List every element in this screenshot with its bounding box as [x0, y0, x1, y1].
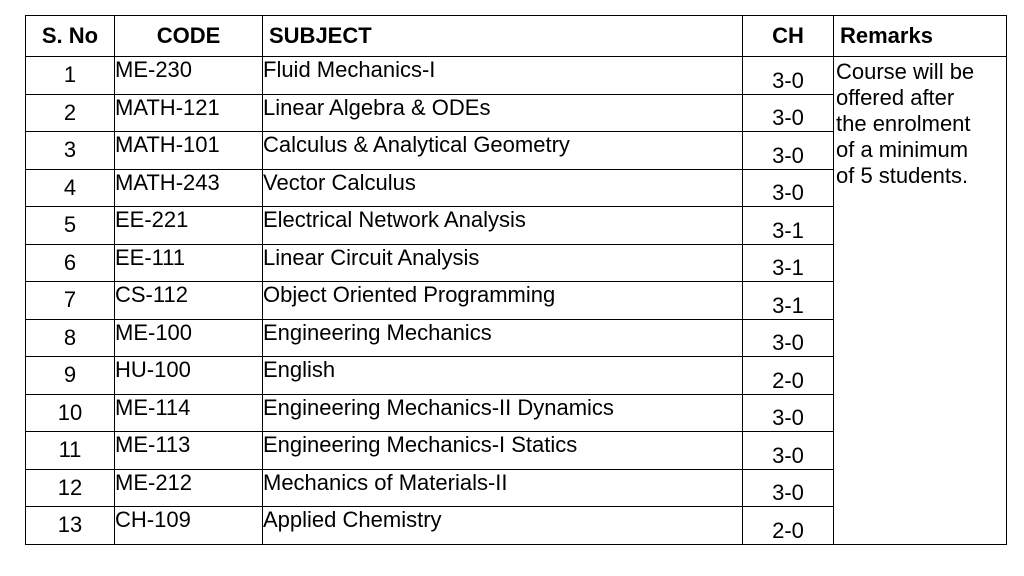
remarks-cell: Course will be offered after the enrolment of a minimum of 5 students. [834, 57, 1007, 545]
course-code-cell: ME-114 [115, 394, 263, 432]
header-subject: SUBJECT [263, 16, 743, 57]
subject-cell: Object Oriented Programming [263, 282, 743, 320]
subject-cell: English [263, 357, 743, 395]
course-code-cell: CH-109 [115, 507, 263, 545]
subject-cell: Linear Algebra & ODEs [263, 94, 743, 132]
credit-hours-cell: 3-1 [743, 244, 834, 282]
course-code-cell: MATH-243 [115, 169, 263, 207]
credit-hours-cell: 3-0 [743, 319, 834, 357]
table-body [26, 57, 1007, 545]
serial-number-cell: 4 [26, 169, 115, 207]
serial-number-cell: 13 [26, 507, 115, 545]
course-code-cell: ME-212 [115, 469, 263, 507]
subject-cell: Linear Circuit Analysis [263, 244, 743, 282]
table-header [26, 16, 1007, 57]
subject-cell: Fluid Mechanics-I [263, 57, 743, 95]
course-code-cell: CS-112 [115, 282, 263, 320]
serial-number-cell: 7 [26, 282, 115, 320]
course-code-cell: ME-230 [115, 57, 263, 95]
header-ch: CH [743, 16, 834, 57]
serial-number-cell: 12 [26, 469, 115, 507]
serial-number-cell: 2 [26, 94, 115, 132]
serial-number-cell: 6 [26, 244, 115, 282]
course-table [25, 15, 1007, 545]
credit-hours-cell: 2-0 [743, 507, 834, 545]
credit-hours-cell: 3-0 [743, 469, 834, 507]
serial-number-cell: 5 [26, 207, 115, 245]
course-code-cell: EE-221 [115, 207, 263, 245]
course-code-cell: EE-111 [115, 244, 263, 282]
serial-number-cell: 9 [26, 357, 115, 395]
subject-cell: Engineering Mechanics-I Statics [263, 432, 743, 470]
subject-cell: Engineering Mechanics [263, 319, 743, 357]
serial-number-cell: 3 [26, 132, 115, 170]
subject-cell: Vector Calculus [263, 169, 743, 207]
credit-hours-cell: 3-0 [743, 169, 834, 207]
credit-hours-cell: 3-0 [743, 132, 834, 170]
subject-cell: Calculus & Analytical Geometry [263, 132, 743, 170]
subject-cell: Applied Chemistry [263, 507, 743, 545]
serial-number-cell: 10 [26, 394, 115, 432]
header-remarks: Remarks [834, 16, 1007, 57]
credit-hours-cell: 3-1 [743, 207, 834, 245]
subject-cell: Mechanics of Materials-II [263, 469, 743, 507]
subject-cell: Electrical Network Analysis [263, 207, 743, 245]
serial-number-cell: 8 [26, 319, 115, 357]
table-row [26, 57, 1007, 95]
course-code-cell: ME-113 [115, 432, 263, 470]
header-code: CODE [115, 16, 263, 57]
credit-hours-cell: 3-0 [743, 394, 834, 432]
serial-number-cell: 1 [26, 57, 115, 95]
credit-hours-cell: 3-0 [743, 94, 834, 132]
subject-cell: Engineering Mechanics-II Dynamics [263, 394, 743, 432]
credit-hours-cell: 3-0 [743, 432, 834, 470]
course-code-cell: HU-100 [115, 357, 263, 395]
credit-hours-cell: 3-0 [743, 57, 834, 95]
course-code-cell: ME-100 [115, 319, 263, 357]
credit-hours-cell: 3-1 [743, 282, 834, 320]
course-code-cell: MATH-121 [115, 94, 263, 132]
header-sno: S. No [26, 16, 115, 57]
course-code-cell: MATH-101 [115, 132, 263, 170]
credit-hours-cell: 2-0 [743, 357, 834, 395]
header-row [26, 16, 1007, 57]
serial-number-cell: 11 [26, 432, 115, 470]
